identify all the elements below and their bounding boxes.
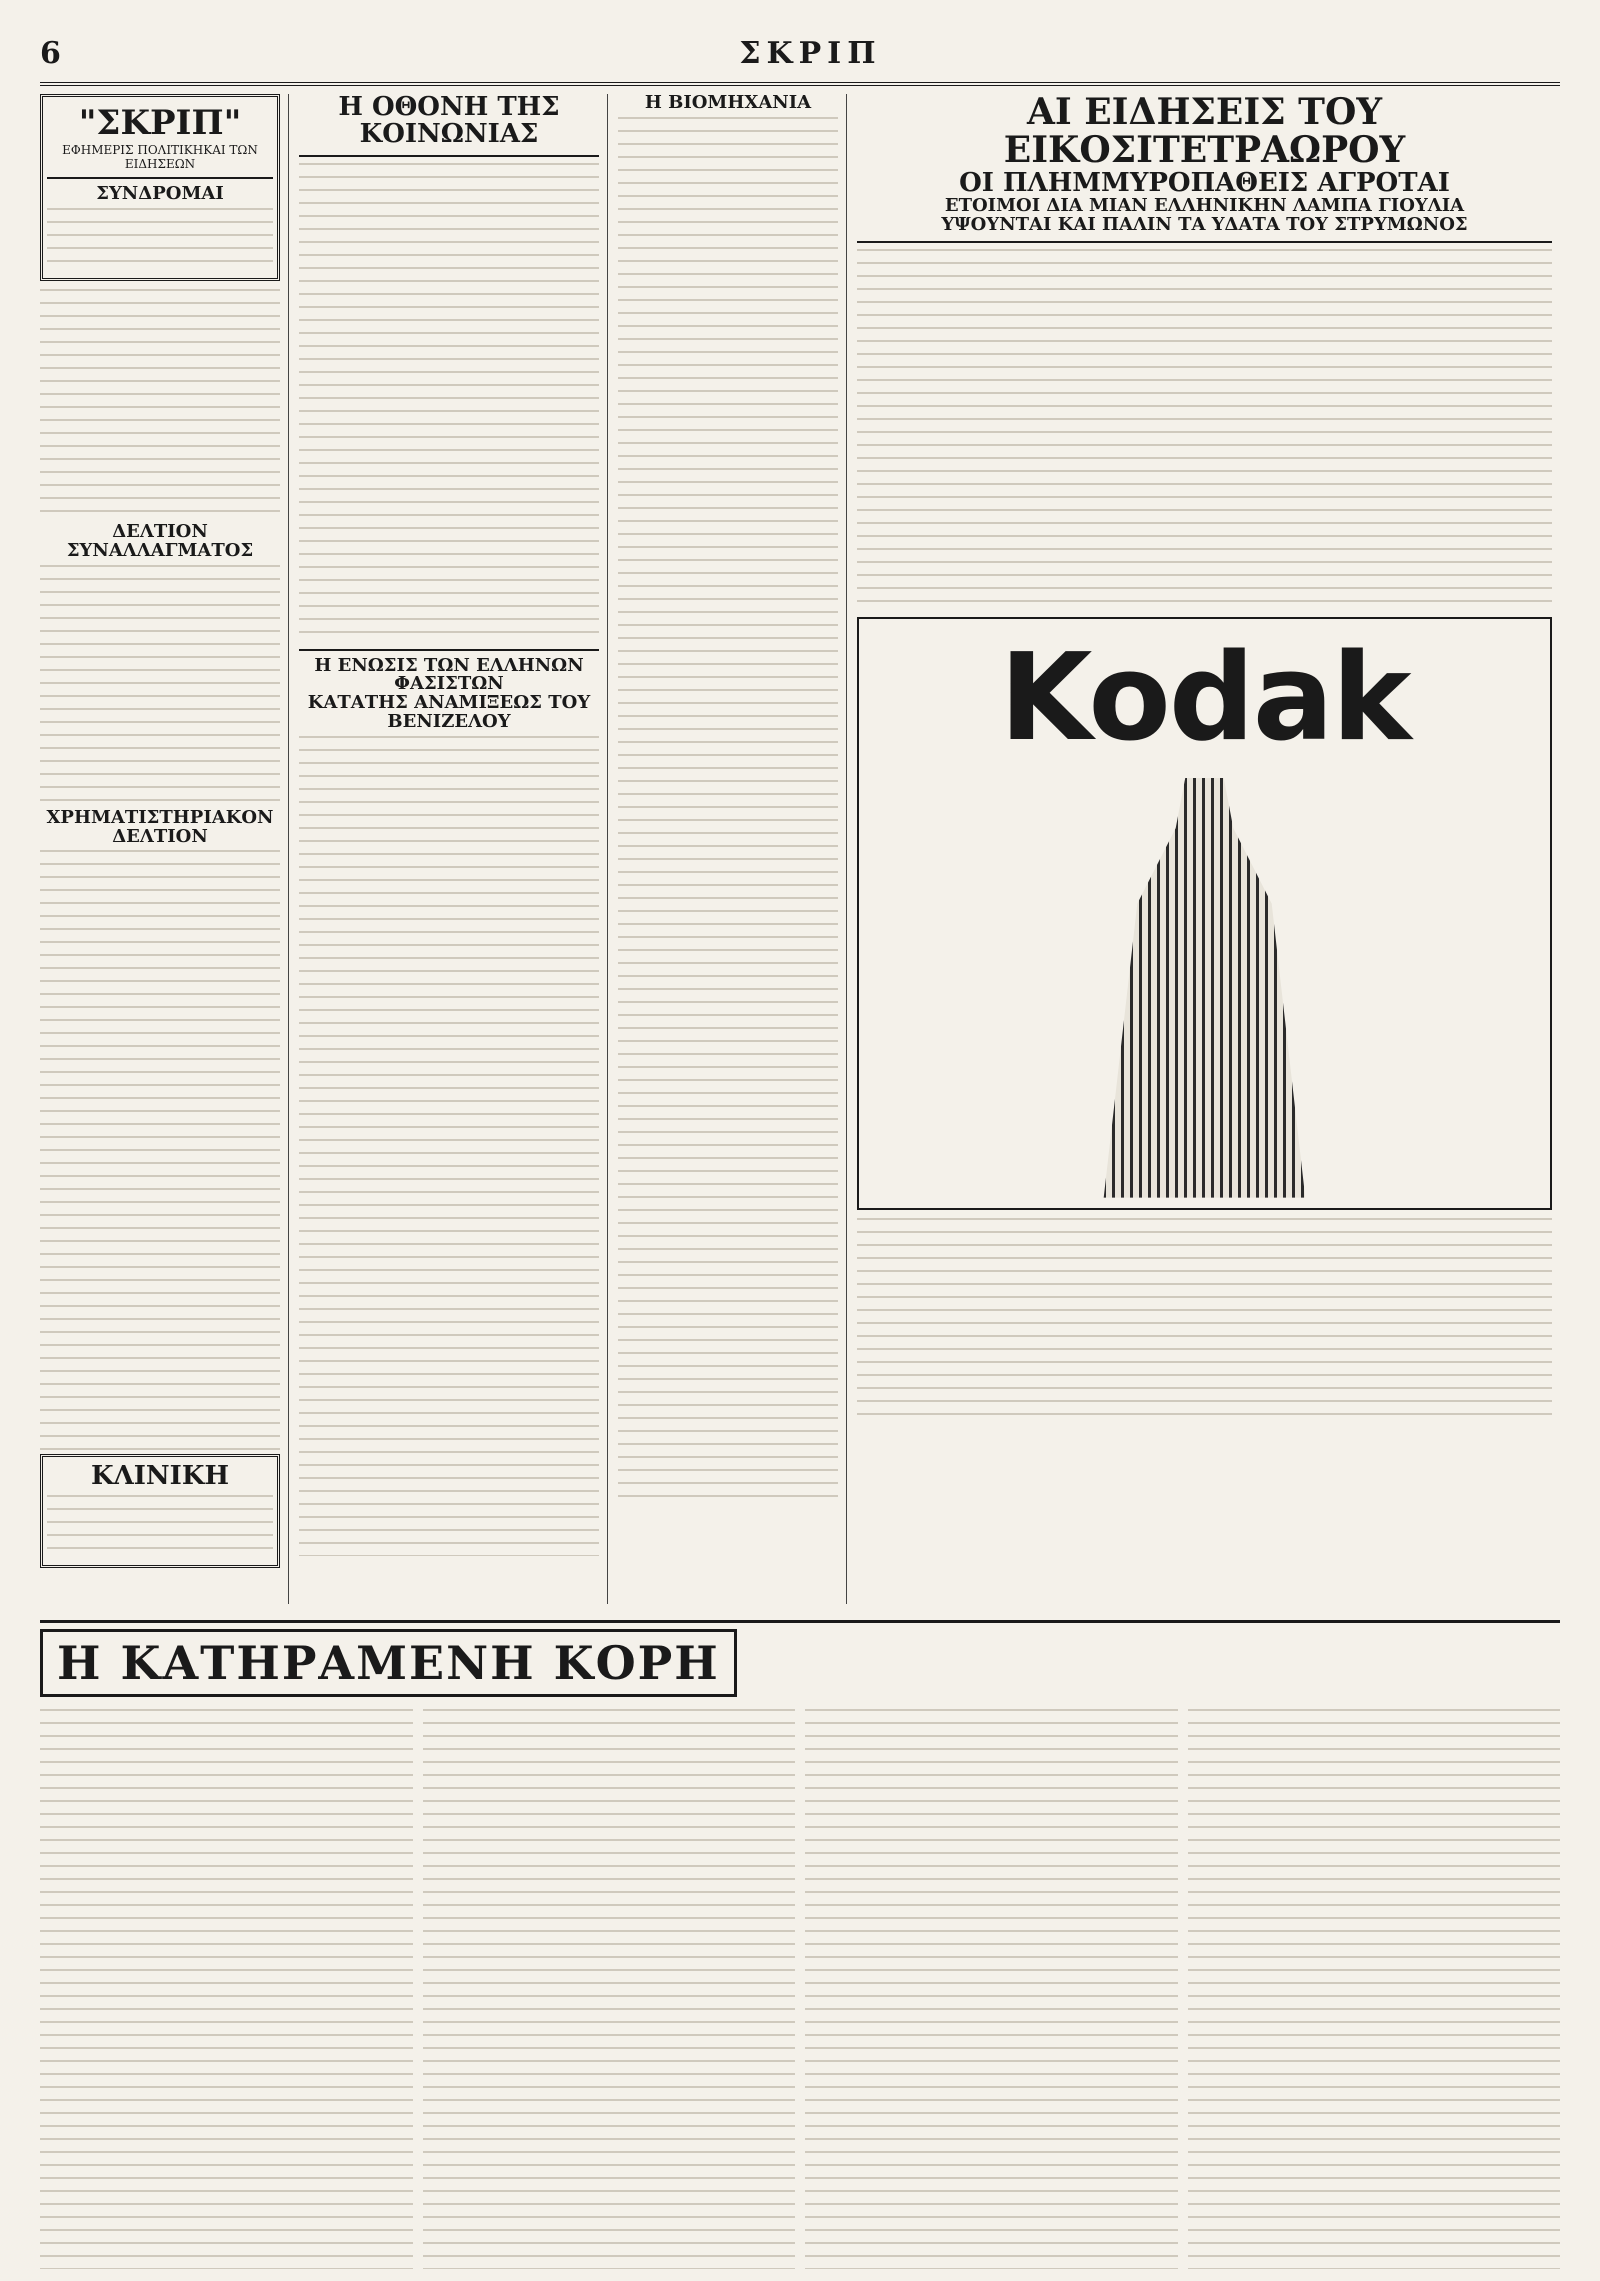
illegible-text — [47, 1495, 273, 1555]
clinic-ad — [40, 1454, 280, 1567]
illegible-text — [618, 117, 838, 1497]
column-main-news — [857, 94, 1560, 1604]
kodak-logo: Kodak — [999, 628, 1410, 768]
industry-headline: Η ΒΙΟΜΗΧΑΝΙΑ — [644, 94, 812, 113]
illegible-text — [805, 1709, 1178, 2269]
column-society — [299, 94, 608, 1604]
illegible-text — [423, 1709, 796, 2269]
fascists-subheadline: ΚΑΤΑΤΗΣ ΑΝΑΜΙΞΕΩΣ ΤΟΥ ΒΕΝΙΖΕΛΟΥ — [307, 692, 591, 733]
exchange-heading: ΔΕΛΤΙΟΝ ΣΥΝΑΛΛΑΓΜΑΤΟΣ — [66, 520, 254, 561]
illegible-text — [857, 249, 1552, 609]
woman-figure-illustration — [1085, 778, 1325, 1198]
main-headline: ΑΙ ΕΙΔΗΣΕΙΣ ΤΟΥ ΕΙΚΟΣΙΤΕΤΡΑΩΡΟΥ — [1003, 94, 1406, 171]
illegible-text — [40, 289, 280, 519]
paper-subtitle: ΕΦΗΜΕΡΙΣ ΠΟΛΙΤΙΚΗΚΑΙ ΤΩΝ ΕΙΔΗΣΕΩΝ — [62, 143, 258, 171]
illegible-text — [47, 208, 273, 268]
main-deck-1: ΟΙ ΠΛΗΜΜΥΡΟΠΑΘΕΙΣ ΑΓΡΟΤΑΙ — [959, 167, 1450, 198]
serial-title: Η ΚΑΤΗΡΑΜΕΝΗ ΚΟΡΗ — [40, 1629, 737, 1697]
illegible-table — [40, 565, 280, 805]
page-header — [40, 30, 1560, 86]
fascists-headline: Η ΕΝΩΣΙΣ ΤΩΝ ΕΛΛΗΝΩΝ ΦΑΣΙΣΤΩΝ — [314, 654, 584, 695]
illegible-text — [857, 1218, 1552, 1418]
main-deck-2: ΕΤΟΙΜΟΙ ΔΙΑ ΜΙΑΝ ΕΛΛΗΝΙΚΗΝ ΛΑΜΠΑ ΓΙΟΥΛΙΑ — [944, 194, 1465, 216]
page-number: 6 — [40, 35, 61, 71]
illegible-text — [40, 1709, 413, 2269]
illegible-table — [40, 850, 280, 1450]
illegible-text — [299, 163, 599, 643]
column-industry — [618, 94, 847, 1604]
paper-name: "ΣΚΡΙΠ" — [78, 103, 242, 143]
paper-info-box — [40, 94, 280, 281]
serial-columns — [40, 1705, 1560, 2273]
stock-heading: ΧΡΗΜΑΤΙΣΤΗΡΙΑΚΟΝ ΔΕΛΤΙΟΝ — [46, 806, 274, 847]
illegible-text — [1188, 1709, 1561, 2269]
serial-section — [40, 1620, 1560, 2251]
upper-columns — [40, 94, 1560, 1604]
kodak-advertisement — [857, 617, 1552, 1210]
society-headline: Η ΟΘΟΝΗ ΤΗΣ ΚΟΙΝΩΝΙΑΣ — [338, 94, 560, 150]
column-left — [40, 94, 289, 1604]
main-deck-3: ΥΨΟΥΝΤΑΙ ΚΑΙ ΠΑΛΙΝ ΤΑ ΥΔΑΤΑ ΤΟΥ ΣΤΡΥΜΩΝΟΣ — [941, 213, 1468, 235]
masthead: ΣΚΡΙΠ — [739, 35, 882, 71]
subscriptions-heading: ΣΥΝΔΡΟΜΑΙ — [96, 183, 224, 204]
illegible-text — [299, 736, 599, 1556]
newspaper-page — [40, 30, 1560, 2251]
clinic-heading: ΚΛΙΝΙΚΗ — [90, 1461, 230, 1492]
